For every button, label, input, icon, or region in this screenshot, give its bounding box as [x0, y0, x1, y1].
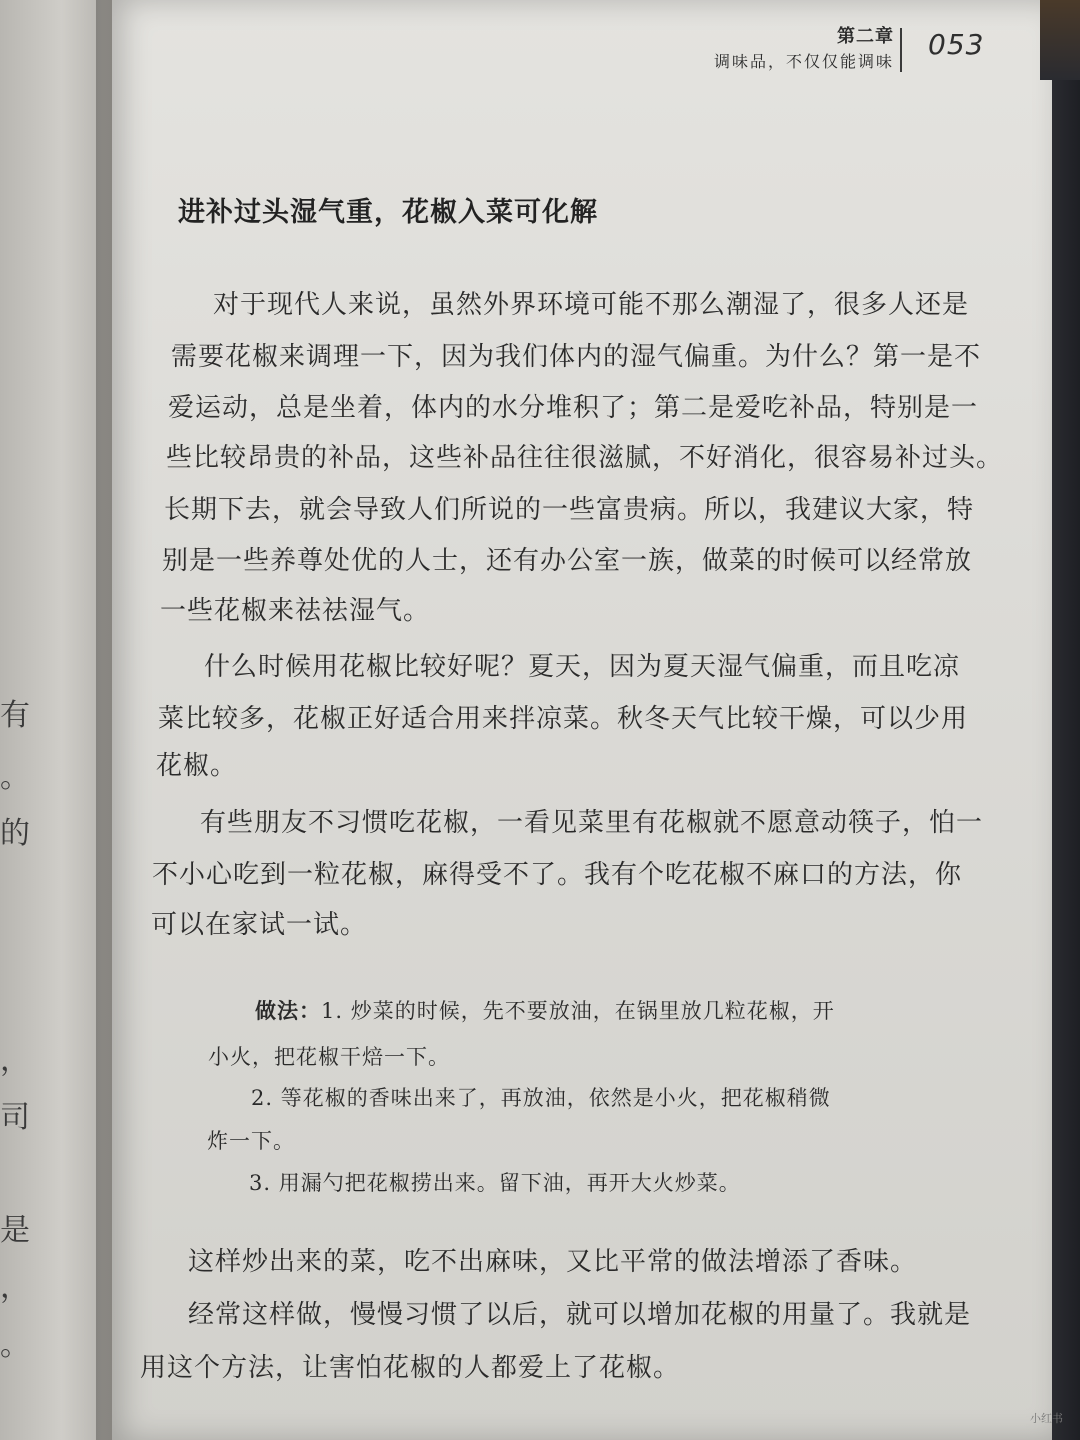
left-page-fragment: ， — [0, 1043, 30, 1078]
method-step: 3. 用漏勺把花椒捞出来。留下油，再开大火炒菜。 — [249, 1171, 741, 1195]
paragraph-line: 爱运动，总是坐着，体内的水分堆积了；第二是爱吃补品，特别是一 — [168, 393, 979, 423]
left-page-fragment: 。 — [0, 760, 30, 795]
running-header — [714, 26, 894, 73]
left-page-fragment: 的 — [0, 816, 30, 851]
paragraph-line: 用这个方法，让害怕花椒的人都爱上了花椒。 — [140, 1353, 681, 1383]
left-page-fragment: ， — [0, 1270, 30, 1305]
left-page-fragment: 司 — [0, 1100, 30, 1135]
method-step: 2. 等花椒的香味出来了，再放油，依然是小火，把花椒稍微 — [251, 1086, 831, 1110]
watermark-logo: 小红书 — [1030, 1412, 1063, 1425]
chapter-title: 第二章 — [837, 26, 894, 47]
paragraph-line: 有些朋友不习惯吃花椒，一看见菜里有花椒就不愿意动筷子，怕一 — [200, 808, 984, 838]
paragraph-line: 些比较昂贵的补品，这些补品往往很滋腻，不好消化，很容易补过头。 — [166, 443, 1004, 473]
page-edge-top — [1040, 0, 1080, 80]
paragraph-line: 菜比较多，花椒正好适合用来拌凉菜。秋冬天气比较干燥，可以少用 — [158, 704, 969, 734]
method-step-text: 1. 炒菜的时候，先不要放油，在锅里放几粒花椒，开 — [321, 999, 835, 1023]
paragraph-line: 不小心吃到一粒花椒，麻得受不了。我有个吃花椒不麻口的方法，你 — [152, 860, 963, 890]
method-step: 小火，把花椒干焙一下。 — [208, 1045, 450, 1069]
section-heading: 进补过头湿气重，花椒入菜可化解 — [178, 197, 598, 228]
left-page-fragment: 。 — [0, 1328, 30, 1363]
paragraph-line: 长期下去，就会导致人们所说的一些富贵病。所以，我建议大家，特 — [164, 495, 975, 525]
method-label: 做法： — [255, 999, 321, 1023]
paragraph-line: 可以在家试一试。 — [151, 910, 368, 940]
paragraph-line: 需要花椒来调理一下，因为我们体内的湿气偏重。为什么？第一是不 — [171, 342, 982, 372]
left-page-fragment: 有 — [0, 698, 30, 733]
paragraph-line: 花椒。 — [156, 751, 238, 781]
method-step — [255, 995, 835, 1025]
paragraph-line: 这样炒出来的菜，吃不出麻味，又比平常的做法增添了香味。 — [188, 1247, 918, 1277]
paragraph-line: 经常这样做，慢慢习惯了以后，就可以增加花椒的用量了。我就是 — [188, 1300, 972, 1330]
paragraph-line: 一些花椒来祛祛湿气。 — [160, 596, 431, 626]
header-divider — [900, 28, 902, 72]
chapter-subtitle: 调味品，不仅仅能调味 — [713, 52, 894, 71]
paragraph-line: 别是一些养尊处优的人士，还有办公室一族，做菜的时候可以经常放 — [162, 546, 973, 576]
page-number: 053 — [928, 28, 985, 61]
page-edge — [1052, 0, 1080, 1440]
paragraph-line: 对于现代人来说，虽然外界环境可能不那么潮湿了，很多人还是 — [213, 290, 970, 320]
paragraph-line: 什么时候用花椒比较好呢？夏天，因为夏天湿气偏重，而且吃凉 — [204, 652, 961, 682]
method-step: 炸一下。 — [207, 1129, 295, 1153]
left-page-fragment: 是 — [0, 1213, 30, 1248]
